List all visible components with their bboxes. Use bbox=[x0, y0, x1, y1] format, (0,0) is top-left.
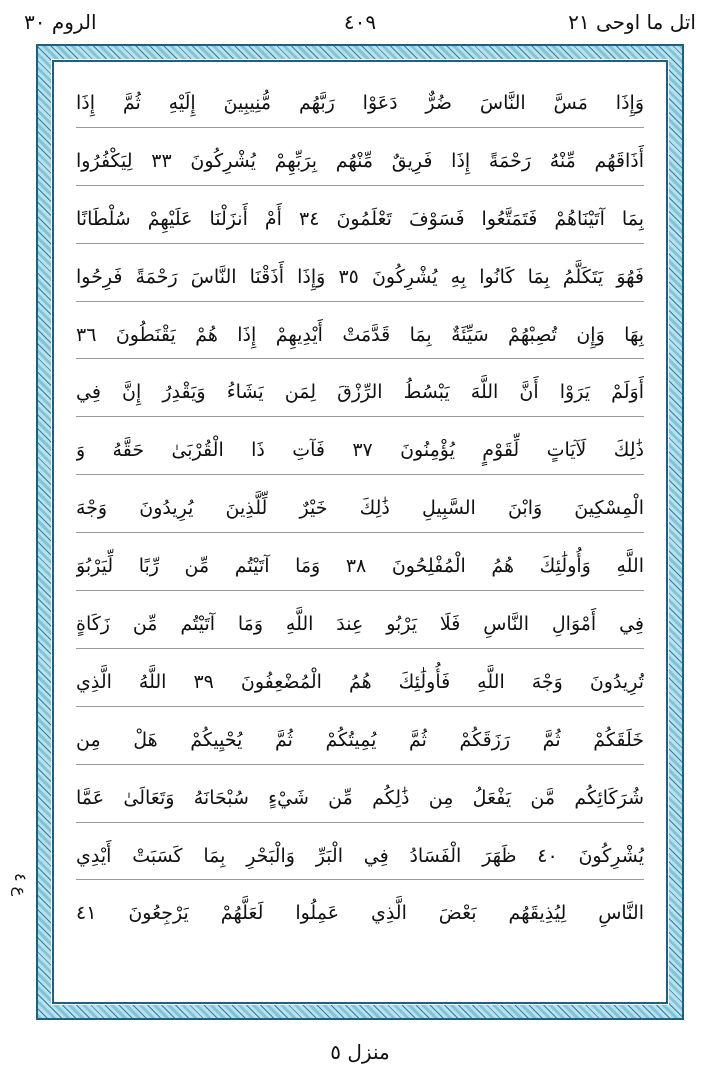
text-line: اللَّهِ وَأُولَٰئِكَ هُمُ الْمُفْلِحُونَ ٣٨ وَمَا آتَيْتُم مِّن رِّبًا لِّيَرْبُوَ bbox=[76, 533, 644, 591]
text-line: فَهُوَ يَتَكَلَّمُ بِمَا كَانُوا بِهِ يُشْرِكُونَ ٣٥ وَإِذَا أَذَقْنَا النَّاسَ رَحْمَةً فَرِحُوا bbox=[76, 244, 644, 302]
surah-name: الروم ٣٠ bbox=[24, 10, 97, 34]
text-line: وَإِذَا مَسَّ النَّاسَ ضُرٌّ دَعَوْا رَبَّهُم مُّنِيبِينَ إِلَيْهِ ثُمَّ إِذَا bbox=[76, 70, 644, 128]
text-line: خَلَقَكُمْ ثُمَّ رَزَقَكُمْ ثُمَّ يُمِيتُكُمْ ثُمَّ يُحْيِيكُمْ هَلْ مِن bbox=[76, 707, 644, 765]
text-line: الْمِسْكِينَ وَابْنَ السَّبِيلِ ذَٰلِكَ خَيْرٌ لِّلَّذِينَ يُرِيدُونَ وَجْهَ bbox=[76, 475, 644, 533]
decorative-border-frame bbox=[36, 44, 684, 1020]
text-line: تُرِيدُونَ وَجْهَ اللَّهِ فَأُولَٰئِكَ هُمُ الْمُضْعِفُونَ ٣٩ اللَّهُ الَّذِي bbox=[76, 649, 644, 707]
text-line: شُرَكَائِكُم مَّن يَفْعَلُ مِن ذَٰلِكُم مِّن شَيْءٍ سُبْحَانَهُ وَتَعَالَىٰ عَمَّا bbox=[76, 765, 644, 823]
manzil-label: منزل ٥ bbox=[330, 1040, 390, 1064]
text-panel bbox=[52, 60, 668, 1004]
text-line: فِي أَمْوَالِ النَّاسِ فَلَا يَرْبُو عِندَ اللَّهِ وَمَا آتَيْتُم مِّن زَكَاةٍ bbox=[76, 591, 644, 649]
text-line: النَّاسِ لِيُذِيقَهُم بَعْضَ الَّذِي عَمِلُوا لَعَلَّهُمْ يَرْجِعُونَ ٤١ bbox=[76, 902, 644, 925]
text-line: أَذَاقَهُم مِّنْهُ رَحْمَةً إِذَا فَرِيقٌ مِّنْهُم بِرَبِّهِمْ يُشْرِكُونَ ٣٣ لِيَكْفُرُوا bbox=[76, 128, 644, 186]
page-header bbox=[14, 6, 706, 42]
text-line: يُشْرِكُونَ ٤٠ ظَهَرَ الْفَسَادُ فِي الْبَرِّ وَالْبَحْرِ بِمَا كَسَبَتْ أَيْدِي bbox=[76, 823, 644, 881]
text-line: ذَٰلِكَ لَآيَاتٍ لِّقَوْمٍ يُؤْمِنُونَ ٣٧ فَآتِ ذَا الْقُرْبَىٰ حَقَّهُ وَ bbox=[76, 417, 644, 475]
text-line: بِمَا آتَيْنَاهُمْ فَتَمَتَّعُوا فَسَوْفَ تَعْلَمُونَ ٣٤ أَمْ أَنزَلْنَا عَلَيْهِمْ سُلْطَانًا bbox=[76, 186, 644, 244]
page-number: ٤٠٩ bbox=[343, 10, 377, 34]
verse-lines bbox=[76, 70, 644, 994]
ruku-marker: ع ٤ bbox=[11, 873, 30, 897]
text-line: أَوَلَمْ يَرَوْا أَنَّ اللَّهَ يَبْسُطُ الرِّزْقَ لِمَن يَشَاءُ وَيَقْدِرُ إِنَّ فِي bbox=[76, 359, 644, 417]
para-name: اتل ما اوحی ٢١ bbox=[568, 10, 696, 34]
text-line: بِهَا وَإِن تُصِبْهُمْ سَيِّئَةٌ بِمَا قَدَّمَتْ أَيْدِيهِمْ إِذَا هُمْ يَقْنَطُونَ ٣٦ bbox=[76, 302, 644, 360]
